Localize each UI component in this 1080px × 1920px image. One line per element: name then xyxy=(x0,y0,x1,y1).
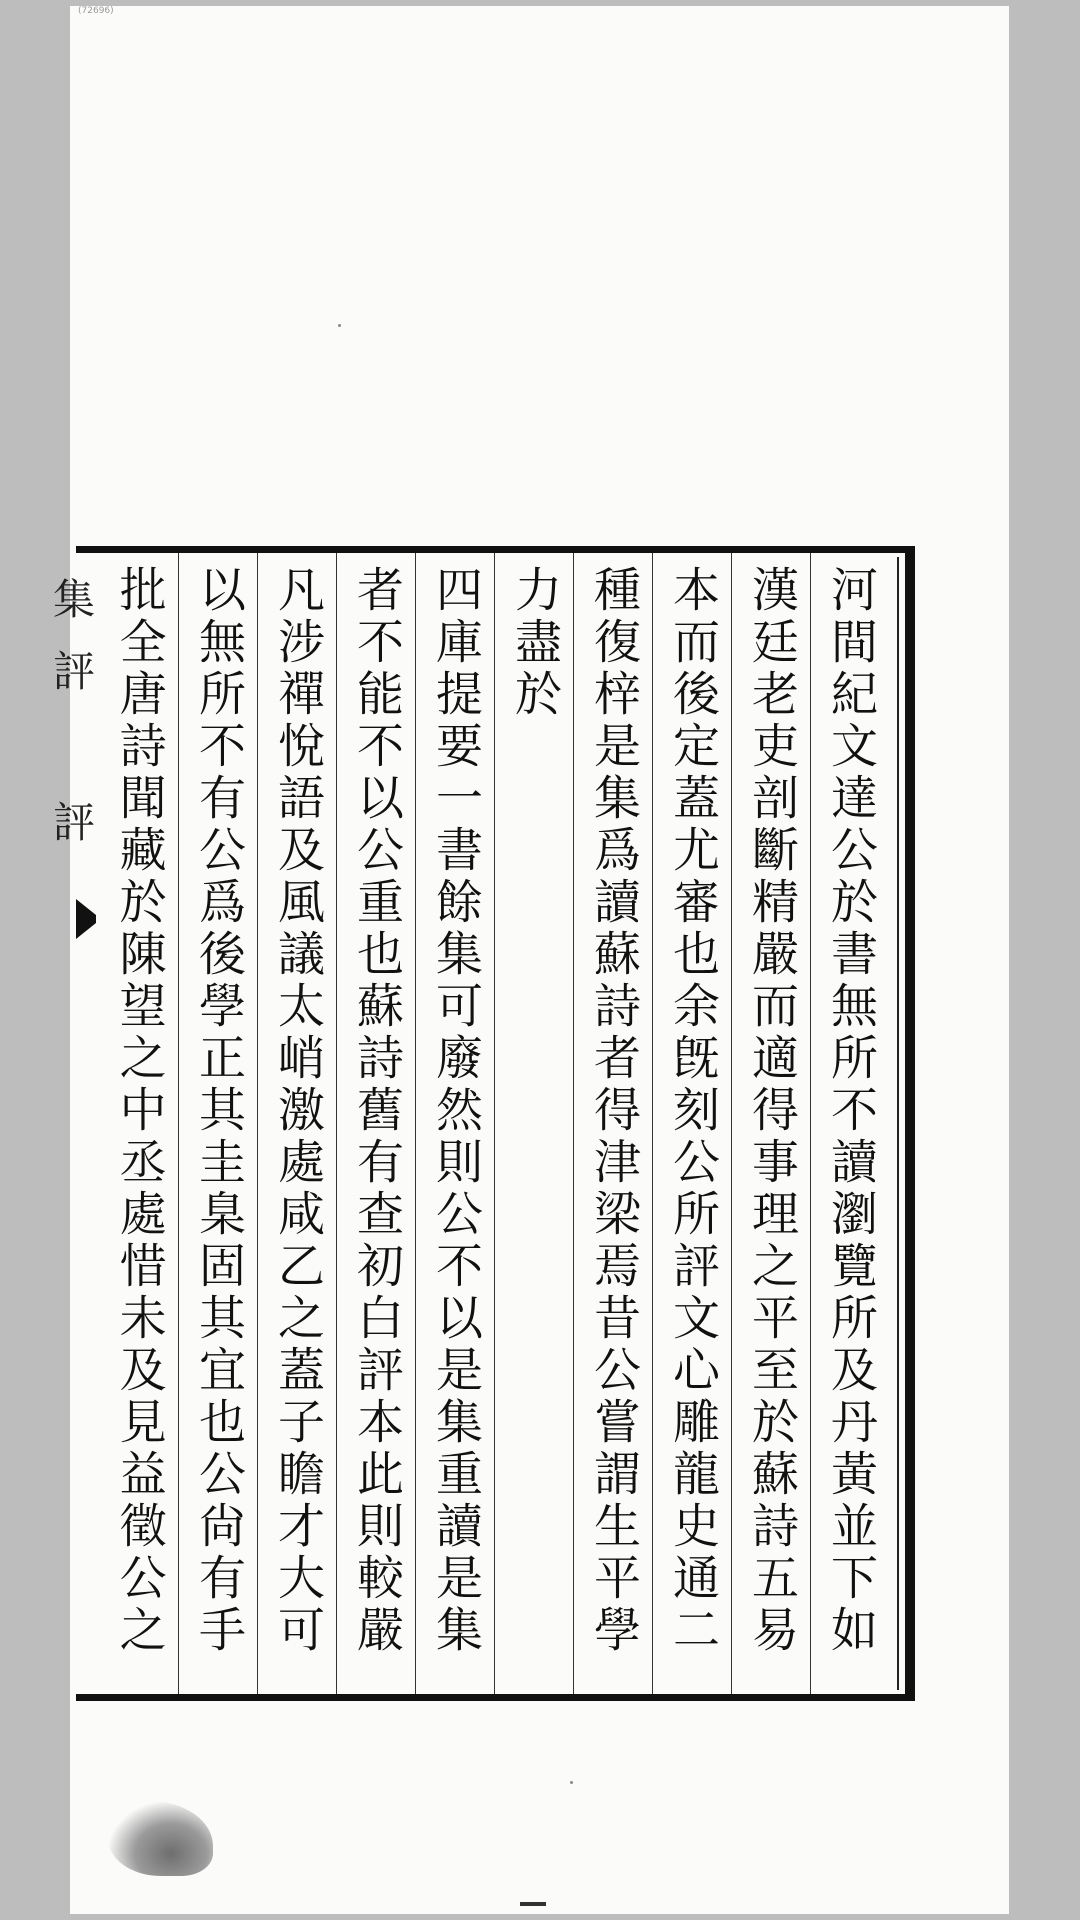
column-text: 四庫提要一書餘集可廢然則公不以是集重讀是集 xyxy=(428,565,483,1657)
fore-edge-margin xyxy=(47,559,96,1688)
column-text: 力盡於 xyxy=(507,565,562,721)
column-text: 者不能不以公重也蘇詩舊有查初白評本此則較嚴 xyxy=(349,565,404,1657)
ink-speck xyxy=(338,324,341,327)
text-column xyxy=(178,553,257,1694)
text-column xyxy=(257,553,336,1694)
text-columns xyxy=(96,553,889,1694)
fish-tail-mark xyxy=(76,899,96,939)
page-smudge xyxy=(108,1801,213,1876)
text-column xyxy=(494,553,573,1694)
text-column xyxy=(652,553,731,1694)
text-column xyxy=(573,553,652,1694)
column-text: 以無所不有公爲後學正其圭臬固其宜也公尙有手 xyxy=(191,565,246,1657)
bottom-edge-mark xyxy=(520,1902,546,1906)
frame-inner-rule xyxy=(897,557,899,1690)
text-column xyxy=(731,553,810,1694)
fore-edge-text: 集評 評 xyxy=(47,577,96,872)
text-column xyxy=(336,553,415,1694)
column-text: 批全唐詩聞藏於陳望之中丞處惜未及見益徵公之 xyxy=(111,565,167,1657)
text-column xyxy=(99,553,178,1694)
book-page xyxy=(47,6,1009,1914)
column-text: 種復梓是集爲讀蘇詩者得津梁焉昔公嘗謂生平學 xyxy=(586,565,641,1657)
text-column xyxy=(415,553,494,1694)
column-text: 凡涉禪悅語及風議太峭激處咸乙之蓋子瞻才大可 xyxy=(270,565,325,1657)
text-column xyxy=(810,553,889,1694)
column-text: 漢廷老吏剖斷精嚴而適得事理之平至於蘇詩五易 xyxy=(744,565,799,1657)
column-text: 河間紀文達公於書無所不讀瀏覽所及丹黃並下如 xyxy=(823,565,878,1657)
text-frame xyxy=(47,546,915,1701)
column-text: 本而後定蓋尤審也余旣刻公所評文心雕龍史通二 xyxy=(665,565,720,1657)
catalog-mark: (72696) xyxy=(78,6,114,16)
ink-speck xyxy=(570,1781,573,1784)
